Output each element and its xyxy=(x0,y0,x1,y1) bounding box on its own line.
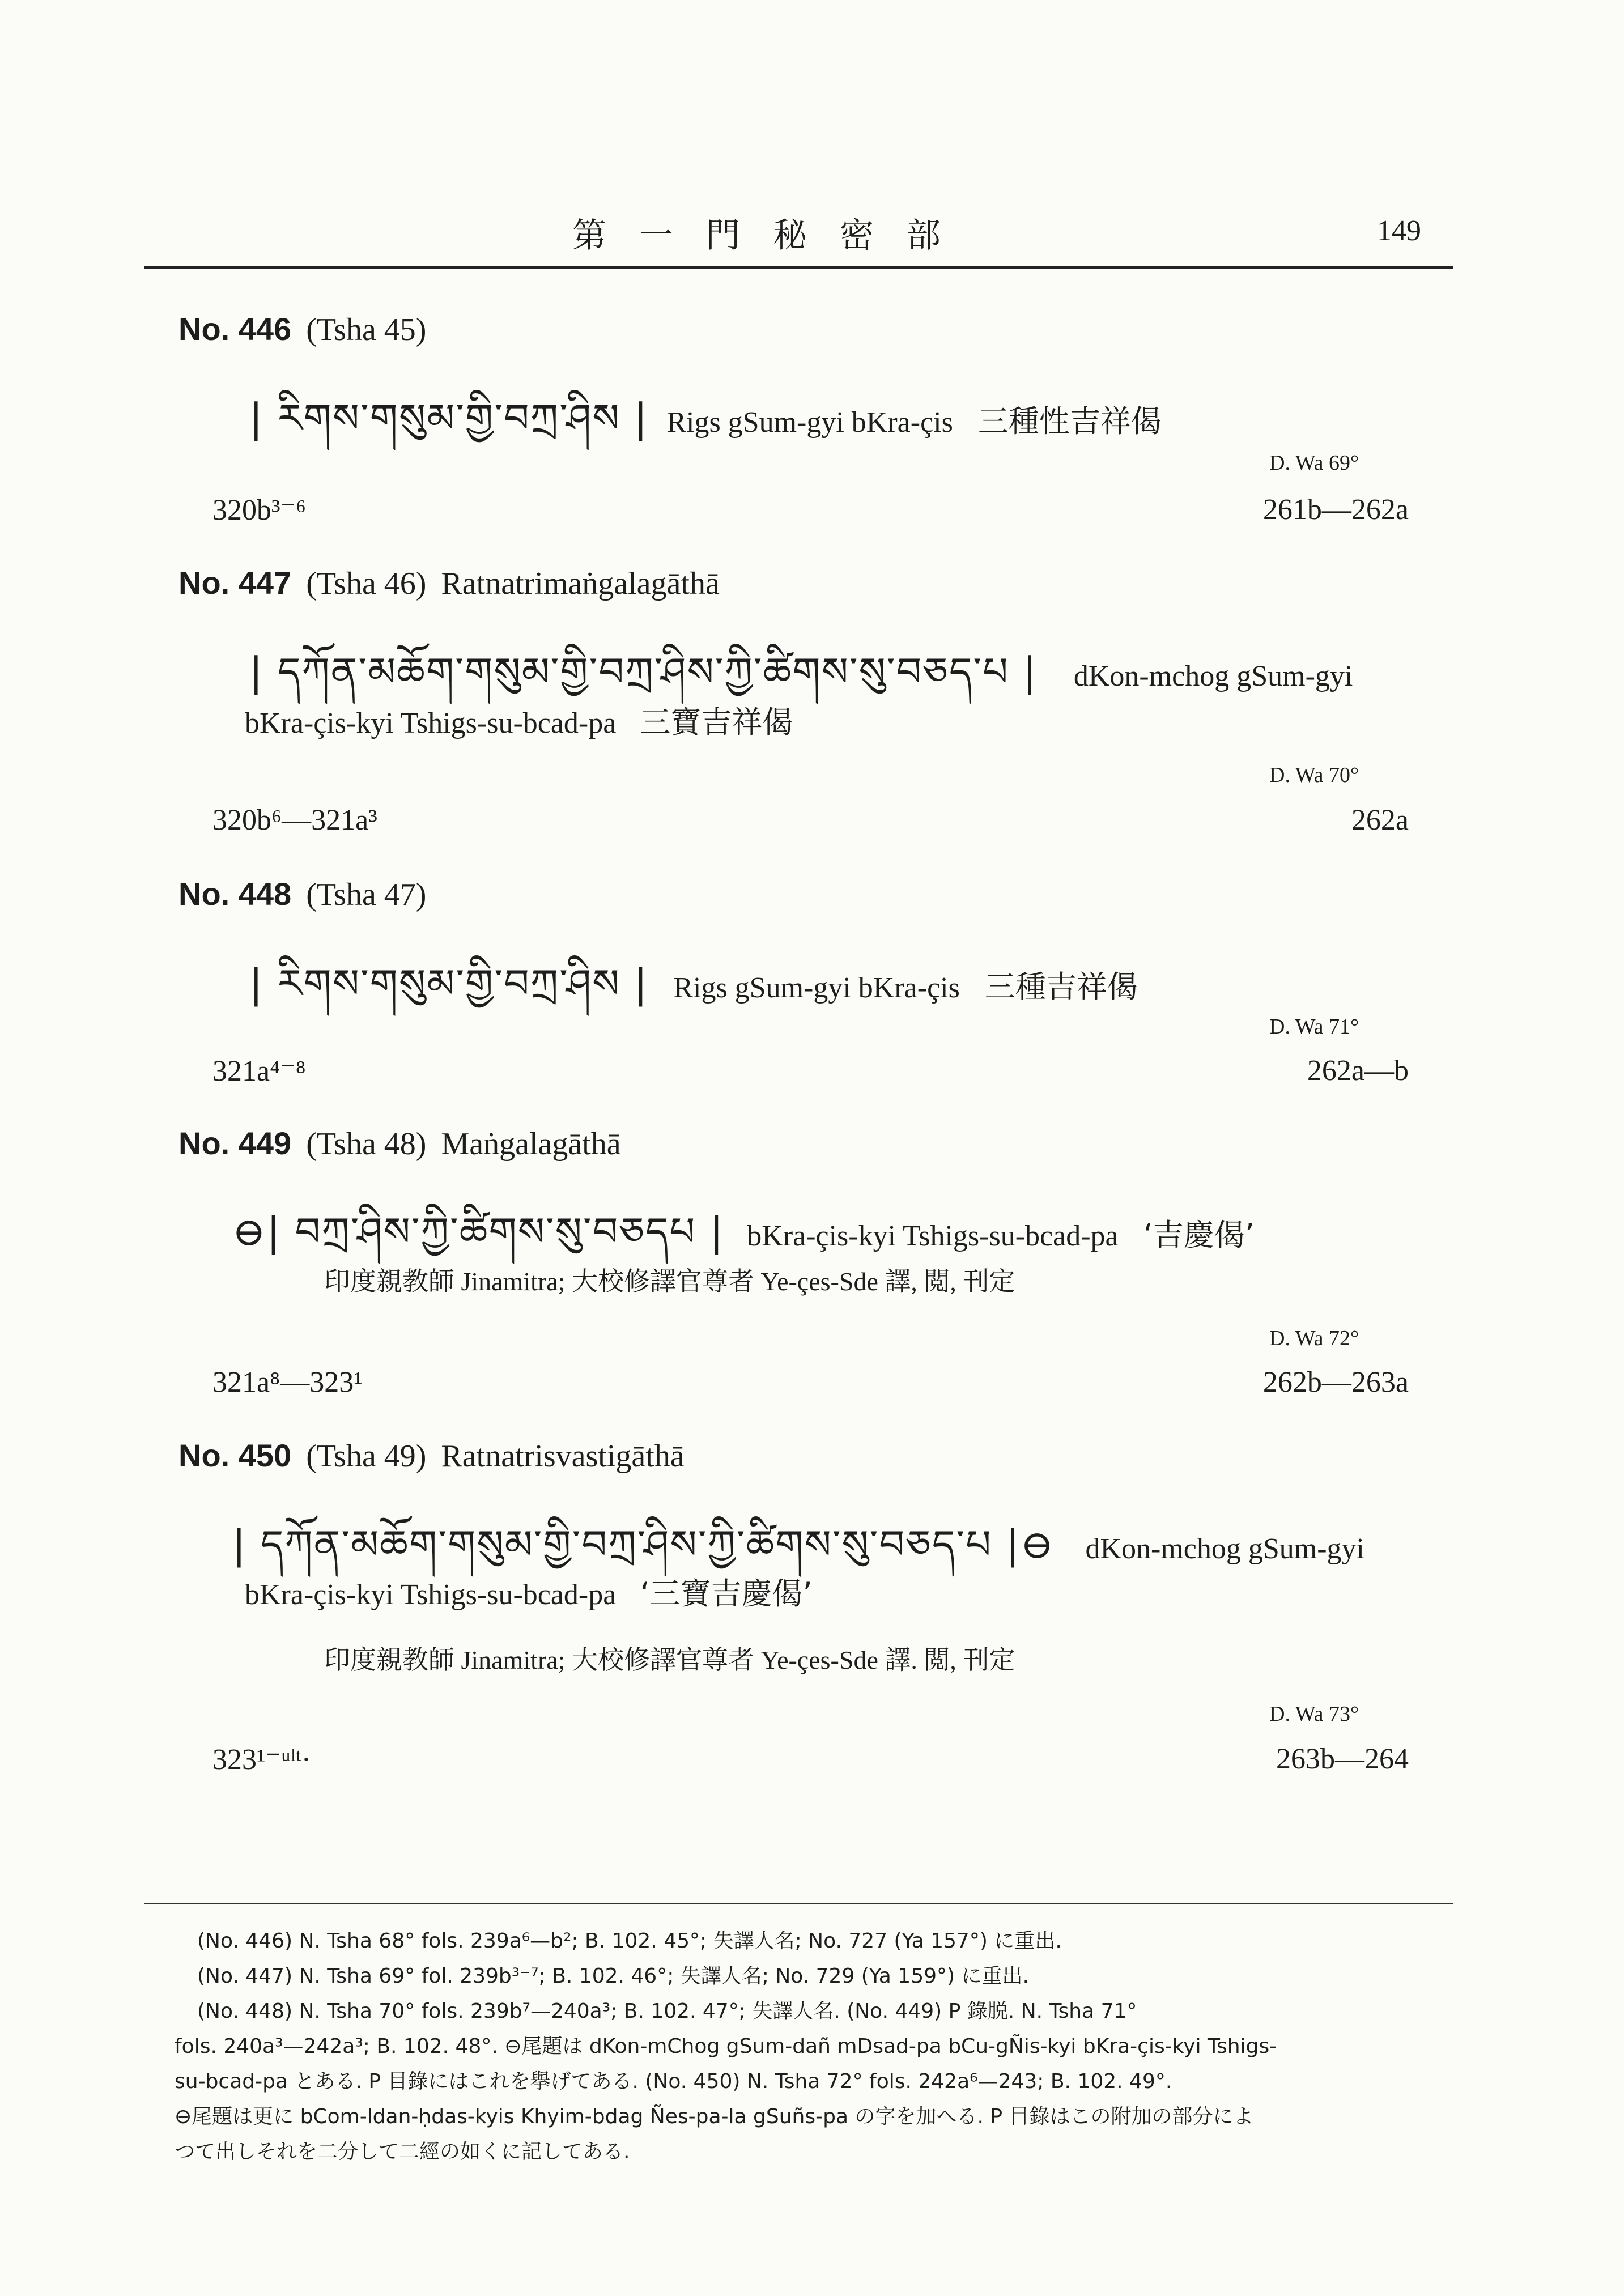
tibetan-title: | དཀོན་མཆོག་གསུམ་གྱི་བཀྲ་ཤིས་ཀྱི་ཚིགས་སུ་བཅད་པ | xyxy=(249,649,1038,695)
derge-ref: D. Wa 71° xyxy=(1269,1015,1359,1039)
peking-folio-ref: 320b³⁻⁶ xyxy=(212,494,307,526)
footnote-line: (No. 448) N. Tsha 70° fols. 239b⁷—240a³; B. 102. 47°; 失譯人名. (No. 449) P 錄脱. N. Tsha 71° xyxy=(197,2000,1137,2023)
romanized-title: dKon-mchog gSum-gyi xyxy=(1085,1533,1364,1565)
romanized-title: dKon-mchog gSum-gyi xyxy=(1073,660,1353,692)
entry-number: No. 450 xyxy=(178,1438,292,1473)
entry-number: No. 449 xyxy=(178,1125,292,1161)
japanese-title: 三種性吉祥偈 xyxy=(977,403,1162,439)
romanized-title: bKra-çis-kyi Tshigs-su-bcad-pa xyxy=(245,707,617,739)
derge-ref: D. Wa 70° xyxy=(1269,763,1359,787)
entry-heading xyxy=(178,564,720,602)
title-line xyxy=(249,374,1162,486)
footnote-rule xyxy=(144,1903,1453,1904)
peking-folio-ref: 323¹⁻ᵘˡᵗ· xyxy=(212,1744,311,1776)
sanskrit-title: Ratnatrisvastigāthā xyxy=(441,1439,685,1474)
footnote-line: (No. 446) N. Tsha 68° fols. 239a⁶—b²; B. 102. 45°; 失譯人名; No. 727 (Ya 157°) に重出. xyxy=(197,1929,1062,1953)
romanized-title: Rigs gSum-gyi bKra-çis xyxy=(666,406,953,439)
peking-folio-ref: 321a⁴⁻⁸ xyxy=(212,1055,306,1087)
romanized-title: Rigs gSum-gyi bKra-çis xyxy=(673,972,960,1004)
derge-folios: 261b—262a xyxy=(1262,494,1409,526)
tsha-ref: (Tsha 49) xyxy=(306,1439,427,1474)
footnote-line: (No. 447) N. Tsha 69° fol. 239b³⁻⁷; B. 102. 46°; 失譯人名; No. 729 (Ya 159°) に重出. xyxy=(197,1965,1029,1988)
page-header-title: 第一門秘密部 xyxy=(572,216,973,256)
romanized-title: bKra-çis-kyi Tshigs-su-bcad-pa xyxy=(245,1579,617,1611)
entry-number: No. 447 xyxy=(178,565,292,601)
translators-line: 印度親教師 Jinamitra; 大校修譯官尊者 Ye-çes-Sde 譯. 閲, 刊定 xyxy=(324,1646,1015,1674)
tibetan-title: | རིགས་གསུམ་གྱི་བཀྲ་ཤིས | xyxy=(249,960,649,1007)
entry-heading xyxy=(178,875,426,913)
footnote-line: ⊖尾題は更に bCom-ldan-ḥdas-kyis Khyim-bdag Ñes-pa-la gSuñs-pa の字を加へる. P 目錄はこの附加の部分によ xyxy=(175,2105,1254,2128)
japanese-title: 三種吉祥偈 xyxy=(984,969,1138,1005)
tsha-ref: (Tsha 47) xyxy=(306,877,427,912)
footnote-line: fols. 240a³—242a³; B. 102. 48°. ⊖尾題は dKon-mChog gSum-dañ mDsad-pa bCu-gÑis-kyi bKra-çis-kyi Tshigs- xyxy=(175,2035,1277,2058)
translators-line: 印度親教師 Jinamitra; 大校修譯官尊者 Ye-çes-Sde 譯, 閲, 刊定 xyxy=(324,1267,1015,1296)
entry-heading xyxy=(178,1125,621,1162)
japanese-title: 三寶吉祥偈 xyxy=(640,704,793,740)
footnote-line: su-bcad-pa とある. P 目錄にはこれを擧げてある. (No. 450) N. Tsha 72° fols. 242a⁶—243; B. 102. 49°. xyxy=(175,2070,1172,2093)
derge-ref: D. Wa 72° xyxy=(1269,1326,1359,1350)
derge-ref: D. Wa 73° xyxy=(1269,1702,1359,1726)
tsha-ref: (Tsha 45) xyxy=(306,312,427,347)
entry-number: No. 446 xyxy=(178,311,292,347)
tsha-ref: (Tsha 46) xyxy=(306,566,427,601)
derge-ref: D. Wa 69° xyxy=(1269,451,1359,475)
japanese-title: ‘吉慶偈’ xyxy=(1143,1217,1255,1253)
japanese-title: ‘三寶吉慶偈’ xyxy=(640,1576,813,1612)
romanized-title: bKra-çis-kyi Tshigs-su-bcad-pa xyxy=(747,1220,1119,1252)
derge-folios: 262b—263a xyxy=(1262,1366,1409,1398)
title-line-continued xyxy=(245,698,793,742)
entry-heading xyxy=(178,311,426,348)
derge-folios: 262a xyxy=(1351,804,1409,836)
sanskrit-title: Maṅgalagāthā xyxy=(441,1126,621,1162)
title-line-continued xyxy=(245,1570,813,1613)
tsha-ref: (Tsha 48) xyxy=(306,1126,427,1162)
entry-heading xyxy=(178,1437,685,1474)
tibetan-title: | རིགས་གསུམ་གྱི་བཀྲ་ཤིས | xyxy=(249,395,649,441)
sanskrit-title: Ratnatrimaṅgalagāthā xyxy=(441,566,720,601)
footnote-line: つて出しそれを二分して二經の如くに記してある. xyxy=(175,2140,630,2163)
derge-folios: 263b—264 xyxy=(1276,1743,1409,1775)
peking-folio-ref: 320b⁶—321a³ xyxy=(212,804,377,836)
title-line xyxy=(249,939,1138,1051)
derge-folios: 262a—b xyxy=(1307,1055,1409,1087)
tibetan-title: ⊖| བཀྲ་ཤིས་ཀྱི་ཚིགས་སུ་བཅདཔ | xyxy=(232,1209,725,1255)
header-rule xyxy=(144,266,1453,269)
peking-folio-ref: 321a⁸—323¹ xyxy=(212,1366,363,1398)
page-number: 149 xyxy=(1377,215,1421,247)
entry-number: No. 448 xyxy=(178,876,292,912)
tibetan-title: | དཀོན་མཆོག་གསུམ་གྱི་བཀྲ་ཤིས་ཀྱི་ཚིགས་སུ་བཅད་པ |⊖ xyxy=(232,1521,1055,1568)
